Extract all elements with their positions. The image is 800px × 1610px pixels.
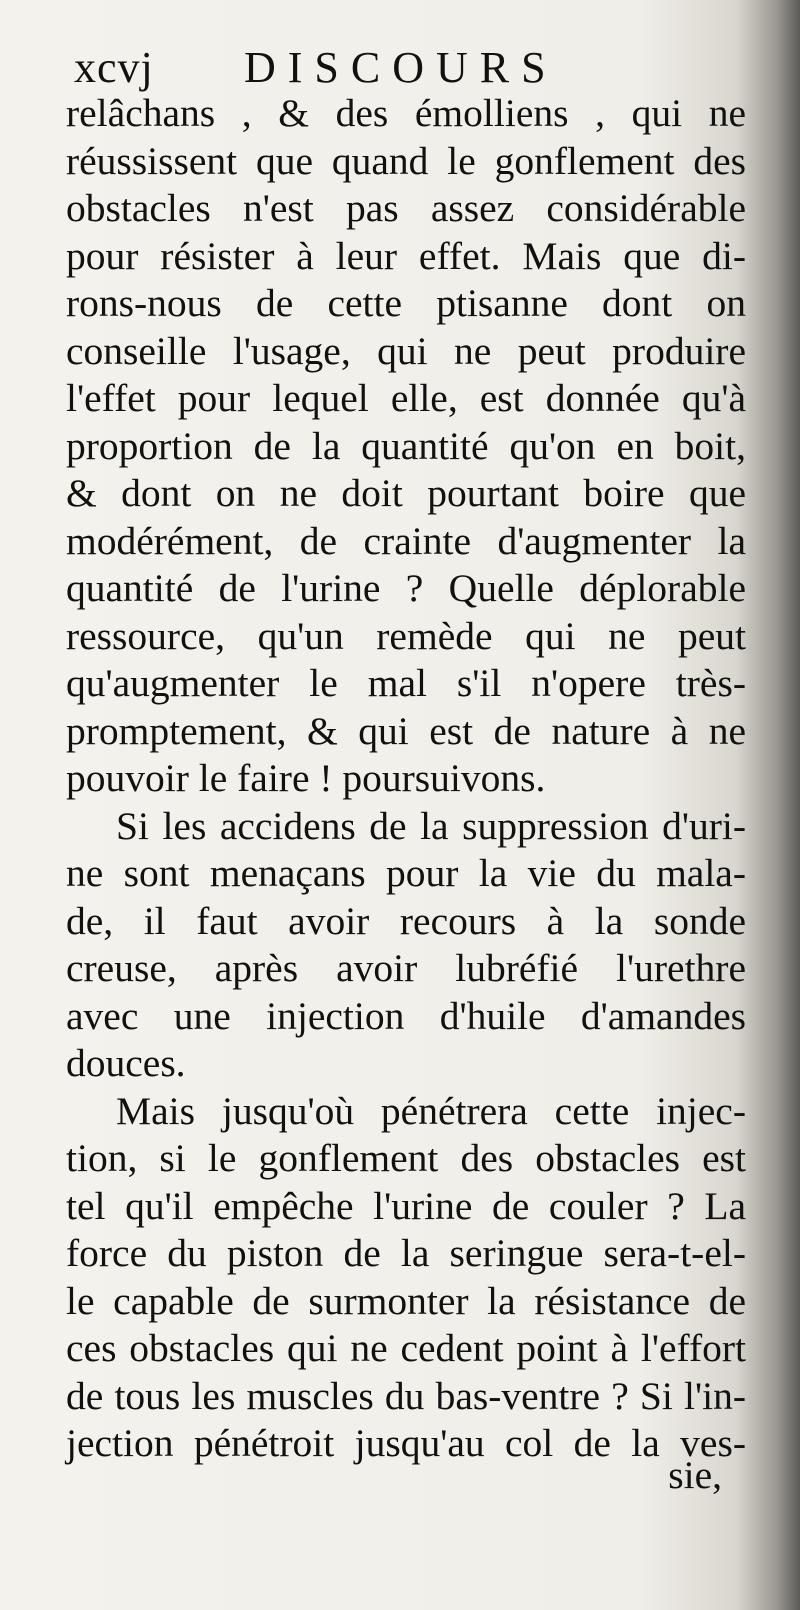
text-line: de tous les muscles du bas-ventre ? Si l'in- (66, 1373, 746, 1418)
text-line: qu'augmenter le mal s'il n'opere très- (66, 661, 746, 705)
page-header (74, 38, 714, 98)
text-line: Si les accidens de la suppression d'uri- (116, 803, 746, 848)
text-line: douces. (66, 1041, 186, 1085)
text-line: de, il faut avoir recours à la sonde (66, 898, 746, 943)
text-line: tion, si le gonflement des obstacles est (66, 1136, 746, 1180)
text-line: réussissent que quand le gonflement des (66, 138, 746, 183)
page-number: xcvj (74, 43, 154, 92)
text-line: ne sont menaçans pour la vie du mala- (66, 851, 746, 895)
text-line: le capable de surmonter la résistance de (66, 1278, 746, 1323)
text-line: & dont on ne doit pourtant boire que (66, 471, 746, 515)
text-line: avec une injection d'huile d'amandes (66, 993, 746, 1038)
catchword: sie, (668, 1453, 722, 1497)
text-line: obstacles n'est pas assez considérable (66, 186, 746, 230)
body-text (66, 90, 746, 1468)
text-line: pouvoir le faire ! poursuivons. (66, 756, 546, 800)
paragraph (66, 1088, 746, 1468)
text-line: promptement, & qui est de nature à ne (66, 708, 746, 753)
paragraph (66, 803, 746, 1088)
text-line: modérément, de crainte d'augmenter la (66, 518, 746, 563)
text-line: rons-nous de cette ptisanne dont on (66, 281, 746, 325)
text-line: Mais jusqu'où pénétrera cette injec- (116, 1088, 746, 1133)
text-line: ressource, qu'un remède qui ne peut (66, 613, 746, 658)
text-line: jection pénétroit jusqu'au col de la ves- (66, 1421, 746, 1465)
text-line: relâchans , & des émolliens , qui ne (66, 91, 746, 135)
text-line: l'effet pour lequel elle, est donnée qu'à (66, 376, 746, 420)
text-line: force du piston de la seringue sera-t-el- (66, 1231, 746, 1275)
running-head: DISCOURS (244, 43, 558, 92)
text-line: proportion de la quantité qu'on en boit, (66, 423, 746, 468)
text-line: conseille l'usage, qui ne peut produire (66, 328, 746, 373)
text-line: quantité de l'urine ? Quelle déplorable (66, 566, 746, 610)
text-line: pour résister à leur effet. Mais que di- (66, 233, 746, 278)
text-line: creuse, après avoir lubréfié l'urethre (66, 946, 746, 990)
paragraph (66, 90, 746, 803)
text-line: tel qu'il empêche l'urine de couler ? La (66, 1183, 746, 1228)
text-line: ces obstacles qui ne cedent point à l'effort (66, 1326, 746, 1370)
